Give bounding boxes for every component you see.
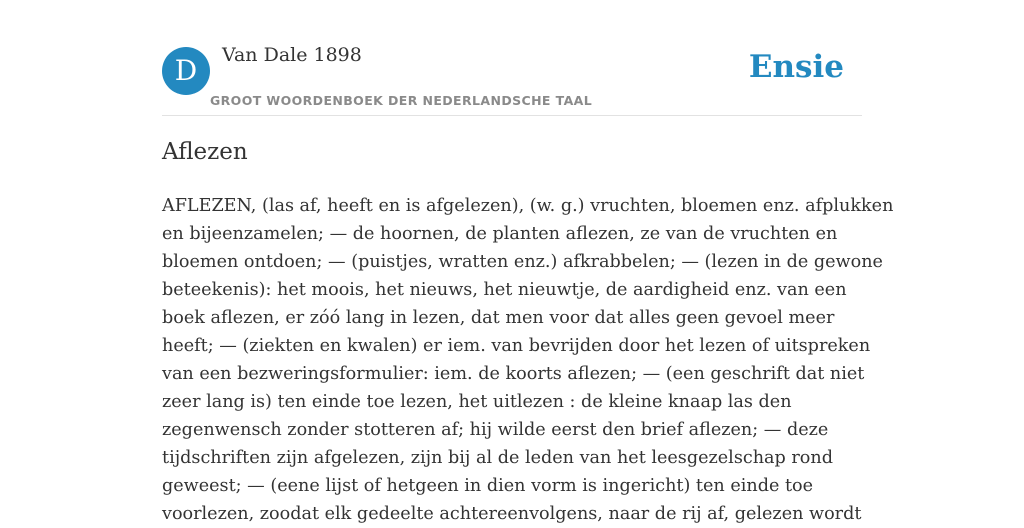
- definition-line: beteekenis): het moois, het nieuws, het nieuwtje, de aardigheid enz. van een: [162, 280, 847, 300]
- definition-line: van een bezweringsformulier: iem. de koorts aflezen; — (een geschrift dat niet: [162, 364, 865, 384]
- brand-logo[interactable]: Ensie: [748, 49, 844, 85]
- definition-line: AFLEZEN, (las af, heeft en is afgelezen), (w. g.) vruchten, bloemen enz. afplukken: [162, 196, 894, 216]
- definition-line: geweest; — (eene lijst of hetgeen in dien vorm is ingericht) ten einde toe: [162, 476, 814, 496]
- source-title-link[interactable]: Van Dale 1898: [222, 44, 362, 66]
- dictionary-header: [162, 0, 862, 116]
- definition-line: zegenwensch zonder stotteren af; hij wilde eerst den brief aflezen; — deze: [162, 420, 829, 440]
- definition-line: heeft; — (ziekten en kwalen) er iem. van bevrijden door het lezen of uitspreken: [162, 336, 871, 356]
- definition-line: zeer lang is) ten einde toe lezen, het uitlezen : de kleine knaap las den: [162, 392, 792, 412]
- source-subtitle: GROOT WOORDENBOEK DER NEDERLANDSCHE TAAL: [210, 93, 593, 108]
- definition-line: voorlezen, zoodat elk gedeelte achtereenvolgens, naar de rij af, gelezen wordt: [162, 504, 862, 524]
- dictionary-logo[interactable]: D: [162, 47, 210, 95]
- definition-line: bloemen ontdoen; — (puistjes, wratten enz.) afkrabbelen; — (lezen in de gewone: [162, 252, 883, 272]
- definition-line: boek aflezen, er zóó lang in lezen, dat men voor dat alles geen gevoel meer: [162, 308, 835, 328]
- entry-title: Aflezen: [162, 139, 248, 165]
- definition-line: tijdschriften zijn afgelezen, zijn bij al de leden van het leesgezelschap rond: [162, 448, 833, 468]
- definition-line: en bijeenzamelen; — de hoornen, de planten aflezen, ze van de vruchten en: [162, 224, 838, 244]
- entry-definition: [162, 192, 894, 528]
